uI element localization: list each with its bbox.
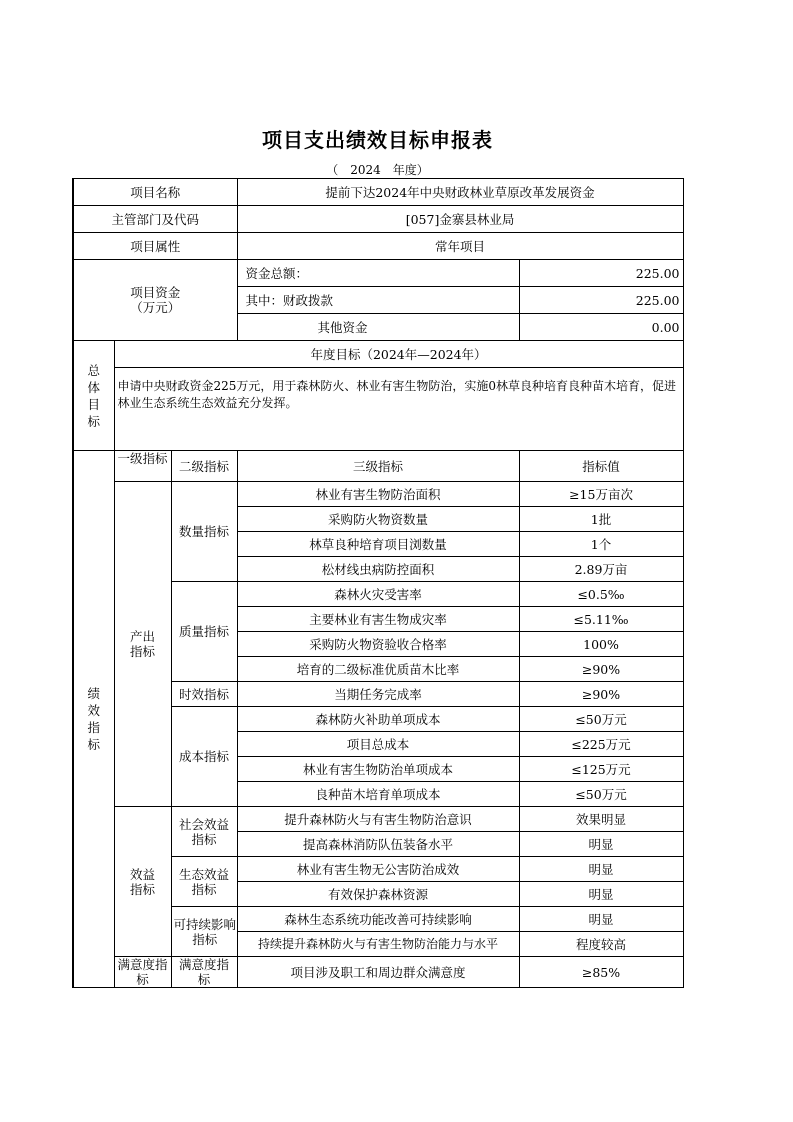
social-label: 社会效益指标 <box>171 807 237 857</box>
header-level3: 三级指标 <box>237 451 519 482</box>
goal-side-char: 目 <box>87 396 100 412</box>
attr-value: 常年项目 <box>237 233 683 260</box>
funds-fiscal-label: 其中：财政拨款 <box>237 287 519 314</box>
indicator-value: ≤0.5‰ <box>519 582 683 607</box>
performance-table <box>72 178 684 988</box>
indicator-value: 明显 <box>519 882 683 907</box>
indicator-value: ≥90% <box>519 657 683 682</box>
perf-side-char: 效 <box>87 703 100 718</box>
indicator-value: ≤5.11‰ <box>519 607 683 632</box>
header-level2: 二级指标 <box>171 451 237 482</box>
funds-total-value: 225.00 <box>519 260 683 287</box>
quality-label: 质量指标 <box>171 582 237 682</box>
goal-side-char: 体 <box>87 379 100 395</box>
goal-header: 年度目标（2024年—2024年） <box>114 341 683 368</box>
funds-label-line2: （万元） <box>130 300 181 315</box>
indicator-name: 森林火灾受害率 <box>237 582 519 607</box>
table-row <box>73 482 683 507</box>
funds-total-label: 资金总额： <box>237 260 519 287</box>
row-perf-header <box>73 451 683 482</box>
cost-label: 成本指标 <box>171 707 237 807</box>
indicator-name: 林业有害生物防治单项成本 <box>237 757 519 782</box>
indicator-name: 主要林业有害生物成灾率 <box>237 607 519 632</box>
indicator-name: 提高森林消防队伍装备水平 <box>237 832 519 857</box>
table-row <box>73 957 683 988</box>
indicator-name: 采购防火物资数量 <box>237 507 519 532</box>
funds-other-label: 其他资金 <box>237 314 519 341</box>
indicator-value: 1批 <box>519 507 683 532</box>
perf-side-char: 标 <box>87 737 100 752</box>
attr-label: 项目属性 <box>73 233 237 260</box>
row-goal-header <box>73 341 683 368</box>
perf-side-label <box>73 451 114 988</box>
indicator-name: 培育的二级标准优质苗木比率 <box>237 657 519 682</box>
indicator-value: ≥90% <box>519 682 683 707</box>
header-value: 指标值 <box>519 451 683 482</box>
page-title: 项目支出绩效目标申报表 <box>262 128 493 152</box>
header-level1: 一级指标 <box>114 451 171 482</box>
indicator-name: 森林生态系统功能改善可持续影响 <box>237 907 519 932</box>
dept-value: [057]金寨县林业局 <box>237 206 683 233</box>
row-dept <box>73 206 683 233</box>
year-line: （ 2024 年度） <box>326 163 429 177</box>
indicator-value: 明显 <box>519 857 683 882</box>
indicator-name: 项目总成本 <box>237 732 519 757</box>
indicator-name: 林业有害生物无公害防治成效 <box>237 857 519 882</box>
indicator-name: 当期任务完成率 <box>237 682 519 707</box>
indicator-name: 林草良种培育项目浏数量 <box>237 532 519 557</box>
output-label: 产出指标 <box>114 482 171 807</box>
indicator-value: 1个 <box>519 532 683 557</box>
indicator-value: 2.89万亩 <box>519 557 683 582</box>
perf-side-char: 指 <box>87 720 100 735</box>
indicator-name: 有效保护森林资源 <box>237 882 519 907</box>
indicator-name: 提升森林防火与有害生物防治意识 <box>237 807 519 832</box>
goal-text: 申请中央财政资金225万元，用于森林防火、林业有害生物防治，实施0林草良种培育良种苗木培育，促进林业生态系统生态效益充分发挥。 <box>114 368 683 451</box>
row-project-name <box>73 179 683 206</box>
satisfaction-level2: 满意度指标 <box>171 957 237 988</box>
indicator-value: ≥15万亩次 <box>519 482 683 507</box>
perf-side-char: 绩 <box>87 686 100 701</box>
indicator-name: 项目涉及职工和周边群众满意度 <box>237 957 519 988</box>
eco-label: 生态效益指标 <box>171 857 237 907</box>
table-row <box>73 807 683 832</box>
indicator-value: ≤50万元 <box>519 707 683 732</box>
funds-fiscal-value: 225.00 <box>519 287 683 314</box>
satisfaction-level1: 满意度指标 <box>114 957 171 988</box>
indicator-name: 松材线虫病防控面积 <box>237 557 519 582</box>
indicator-name: 林业有害生物防治面积 <box>237 482 519 507</box>
goal-side-char: 标 <box>87 413 100 429</box>
project-name-label: 项目名称 <box>73 179 237 206</box>
indicator-value: 100% <box>519 632 683 657</box>
dept-label: 主管部门及代码 <box>73 206 237 233</box>
indicator-value: ≤125万元 <box>519 757 683 782</box>
indicator-value: ≤225万元 <box>519 732 683 757</box>
indicator-value: ≤50万元 <box>519 782 683 807</box>
row-funds-total <box>73 260 683 287</box>
funds-other-value: 0.00 <box>519 314 683 341</box>
sustain-label: 可持续影响指标 <box>171 907 237 957</box>
project-name-value: 提前下达2024年中央财政林业草原改革发展资金 <box>237 179 683 206</box>
indicator-value: 明显 <box>519 907 683 932</box>
indicator-name: 良种苗木培育单项成本 <box>237 782 519 807</box>
row-attr <box>73 233 683 260</box>
indicator-value: 明显 <box>519 832 683 857</box>
timeliness-label: 时效指标 <box>171 682 237 707</box>
indicator-name: 持续提升森林防火与有害生物防治能力与水平 <box>237 932 519 957</box>
row-goal-text <box>73 368 683 451</box>
funds-label <box>73 260 237 341</box>
quantity-label: 数量指标 <box>171 482 237 582</box>
goal-side-char: 总 <box>87 362 100 378</box>
indicator-value: 程度较高 <box>519 932 683 957</box>
indicator-value: ≥85% <box>519 957 683 988</box>
indicator-name: 采购防火物资验收合格率 <box>237 632 519 657</box>
indicator-name: 森林防火补助单项成本 <box>237 707 519 732</box>
goal-side-label <box>73 341 114 451</box>
funds-label-line1: 项目资金 <box>130 285 181 300</box>
indicator-value: 效果明显 <box>519 807 683 832</box>
benefit-label: 效益指标 <box>114 807 171 957</box>
